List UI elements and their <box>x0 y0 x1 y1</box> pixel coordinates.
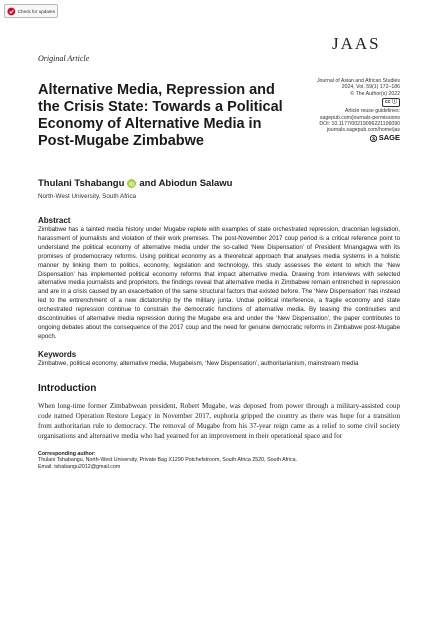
journal-name: Journal of Asian and African Studies <box>316 78 400 84</box>
corresponding-author-address: Thulani Tshabangu, North-West University, Private Bag X1290 Potchefstroom, South Africa 2520, South Africa. <box>38 457 298 464</box>
introduction-text: When long-time former Zimbabwean president, Robert Mugabe, was deposed from power through a military-assisted coup code named Operation Restore Legacy in November 2017, euphoria gripped the country as there was hope for a transition from authoritarian rule to democracy. The removal of Mugabe from his 37-year reign came as a relief to some civil society organisations and alternative media who had yearned for an improvement in their operational space and for <box>38 402 400 441</box>
keywords-text: Zimbabwe, political economy, alternative media, Mugabeism, ‘New Dispensation’, authoritarianism, mainstream media <box>38 360 359 367</box>
orcid-icon[interactable] <box>127 179 136 188</box>
author-line <box>38 178 232 189</box>
check-for-updates-label: Check for updates <box>17 8 55 14</box>
journal-volume: 2024, Vol. 59(1) 172–186 <box>341 84 400 91</box>
abstract-text: Zimbabwe has a tainted media history under Mugabe replete with examples of state orchestrated repression, draconian legislation, harassment of journalists and violation of their work premises. The post-November 2017 coup period is a critical reference point to understand the political economy of alternative media under the so-called ‘New Dispensation’ of President Mnangagwa with its promises of prodemocracy reforms. Using political economy as a theoretical approach that analyses media systems in a holistic manner by linking them to politics, economy, legislation and technology, this study assesses the extent to which the ‘New Dispensation’ has implemented political economy reforms that impact alternative media. Drawing from interviews with selected alternative media journalists and proprietors, the findings reveal that alternative media in Zimbabwe remain entrenched in repression and are in a crisis caused by an exacerbation of the same structural factors that existed before. The ‘New Dispensation’ has instead led to the entrenchment of a new dictatorship by the military junta. Undue political interference, a fragile economy and state orchestrated repression continue to constrain the democratic functions of alternative media. By teasing the continuities and discontinuities of alternative media repression during the Mugabe era and under the ‘New Dispensation’, the paper contributes to ongoing debates about the consequence of the 2017 coup and the need for genuine democratic reforms in Zimbabwe post-Mugabe epoch. <box>38 226 400 340</box>
journal-home-link[interactable]: journals.sagepub.com/home/jas <box>326 127 400 134</box>
corresponding-author-email[interactable]: Email: tshabangu2012@gmail.com <box>38 463 121 470</box>
reuse-link[interactable]: sagepub.com/journals-permissions <box>319 114 400 121</box>
co-authors: and Abiodun Salawu <box>139 178 233 189</box>
article-type: Original Article <box>38 54 90 63</box>
keywords-heading: Keywords <box>38 350 77 359</box>
corresponding-author-label: Corresponding author: <box>38 451 96 457</box>
introduction-heading: Introduction <box>38 383 97 394</box>
creative-commons-icon: cc ⓘ <box>382 98 400 107</box>
doi[interactable]: DOI: 10.1177/00219096221106090 <box>319 121 400 128</box>
check-for-updates-button[interactable] <box>4 4 58 18</box>
publisher-name: SAGE <box>378 133 400 143</box>
sage-logo <box>370 135 400 142</box>
article-title: Alternative Media, Repression and the Crisis State: Towards a Political Economy of Alternative Media in Post-Mugabe Zimbabwe <box>38 82 283 149</box>
reuse-label: Article reuse guidelines: <box>344 108 400 115</box>
first-author[interactable]: Thulani Tshabangu <box>38 178 125 189</box>
bookmark-check-icon <box>7 7 16 16</box>
affiliation: North-West University, South Africa <box>38 193 137 200</box>
abstract-heading: Abstract <box>38 216 71 225</box>
copyright: © The Author(s) 2022 <box>350 90 400 97</box>
journal-logo: JAAS <box>332 34 381 53</box>
sage-mark-icon <box>370 135 377 142</box>
corresponding-author-block <box>38 451 400 470</box>
journal-info <box>296 78 400 144</box>
